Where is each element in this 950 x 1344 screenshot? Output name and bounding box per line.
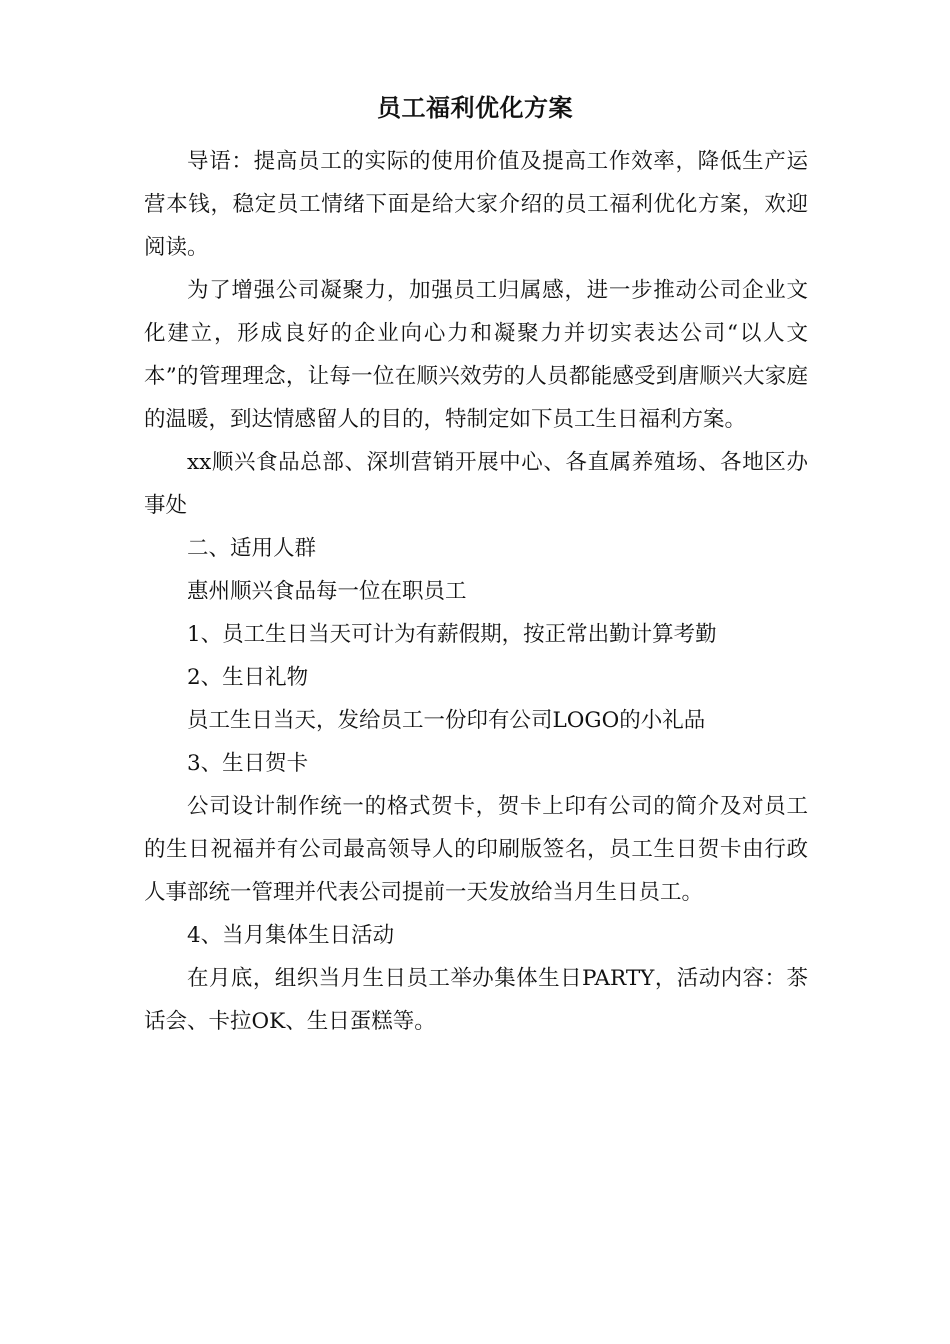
paragraph-applicable: 惠州顺兴食品每一位在职员工 bbox=[187, 579, 467, 604]
paragraph-gift: 员工生日当天，发给员工一份印有公司LOGO的小礼品 bbox=[187, 708, 706, 733]
item-heading-activity: 4、当月集体生日活动 bbox=[187, 923, 395, 948]
item-heading-card: 3、生日贺卡 bbox=[187, 751, 309, 776]
paragraph-card: 公司设计制作统一的格式贺卡，贺卡上印有公司的简介及对员工的生日祝福并有公司最高领导人的印刷版签名，员工生日贺卡由行政人事部统一管理并代表公司提前一天发放给当月生日员工。 bbox=[144, 794, 808, 905]
section-heading-applicable: 二、适用人群 bbox=[187, 536, 317, 561]
document-body bbox=[144, 140, 808, 1043]
paragraph-scope: xx顺兴食品总部、深圳营销开展中心、各直属养殖场、各地区办事处 bbox=[144, 450, 808, 518]
item-heading-gift: 2、生日礼物 bbox=[187, 665, 309, 690]
paragraph-purpose: 为了增强公司凝聚力，加强员工归属感，进一步推动公司企业文化建立，形成良好的企业向心力和凝聚力并切实表达公司“以人文本”的管理理念，让每一位在顺兴效劳的人员都能感受到唐顺兴大家庭的温暖，到达情感留人的目的，特制定如下员工生日福利方案。 bbox=[144, 278, 808, 432]
item-paid-leave: 1、员工生日当天可计为有薪假期，按正常出勤计算考勤 bbox=[187, 622, 717, 647]
paragraph-intro: 导语：提高员工的实际的使用价值及提高工作效率，降低生产运营本钱，稳定员工情绪下面是给大家介绍的员工福利优化方案，欢迎阅读。 bbox=[144, 149, 808, 260]
document-title: 员工福利优化方案 bbox=[377, 94, 573, 122]
paragraph-activity: 在月底，组织当月生日员工举办集体生日PARTY，活动内容：茶话会、卡拉OK、生日蛋糕等。 bbox=[144, 966, 808, 1034]
